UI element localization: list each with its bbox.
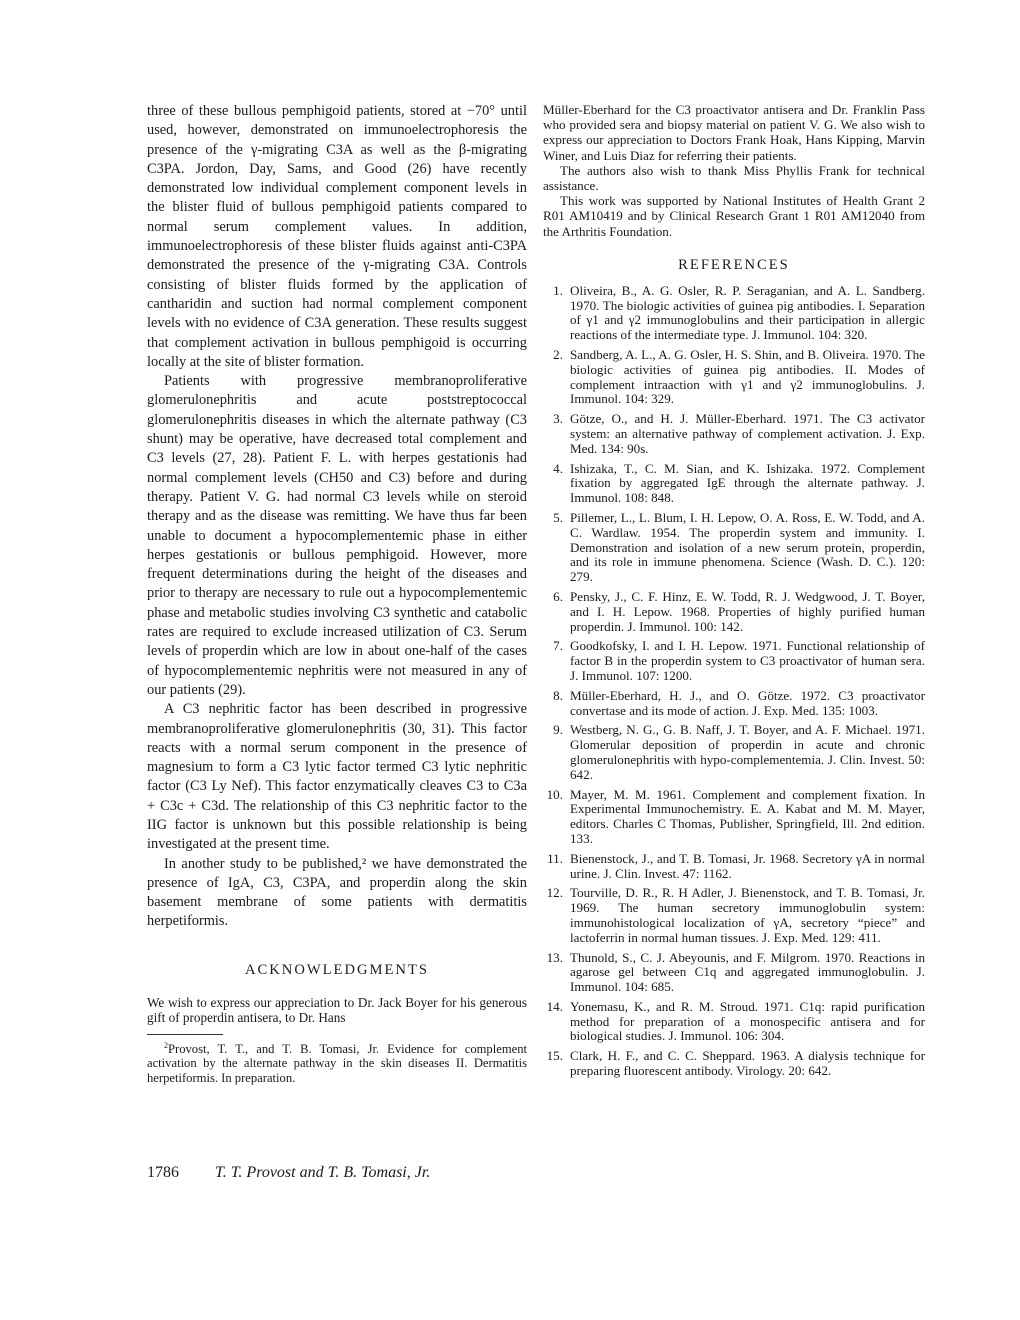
reference-text: Bienenstock, J., and T. B. Tomasi, Jr. 1968. Secretory γA in normal urine. J. Clin. Invest. 47: 1162. [570, 850, 925, 881]
reference-item [543, 1000, 925, 1044]
acknowledgments-paragraph: Müller-Eberhard for the C3 proactivator antisera and Dr. Franklin Pass who provided sera and biopsy material on patient V. G. We also wish to express our appreciation to Doctors Frank Hoak, Hans Kipping, Marvin Winer, and Luis Diaz for referring their patients. [543, 102, 925, 163]
reference-number: 4 . [543, 462, 563, 477]
reference-item [543, 951, 925, 995]
reference-number: 6 . [543, 590, 563, 605]
reference-text: Götze, O., and H. J. Müller-Eberhard. 1971. The C3 activator system: an alternative pathway of complement activation. J. Exp. Med. 134: 90s. [570, 411, 925, 456]
right-column [543, 102, 925, 1084]
body-paragraph: In another study to be published,² we have demonstrated the presence of IgA, C3, C3PA, and properdin along the skin basement membrane of some patients with dermatitis herpetiformis. [147, 855, 527, 930]
reference-number: 8 . [543, 689, 563, 704]
reference-number: 11 . [543, 852, 563, 867]
page-number: 1786 [147, 1164, 179, 1181]
reference-number: 9 . [543, 723, 563, 738]
reference-item [543, 462, 925, 506]
body-paragraph: three of these bullous pemphigoid patients, stored at −70° until used, however, demonstrated on immunoelectrophoresis the presence of the γ-migrating C3A as well as the β-migrating C3PA. Jordon, Day, Sams, and Good (26) have recently demonstrated low individual complement component levels in the blister fluid of bullous pemphigoid patients compared to normal serum complement values. In addition, immunoelectrophoresis of these blister fluids against anti-C3PA demonstrated the presence of the γ-migrating C3A. Controls consisting of blister fluids formed by the application of cantharidin and suction had normal complement component levels with no evidence of C3A generation. These results suggest that complement activation in bullous pemphigoid is occurring locally at the site of blister formation. [147, 103, 527, 370]
body-paragraph: Patients with progressive membranoproliferative glomerulonephritis and acute poststreptococcal glomerulonephritis diseases in which the alternate pathway (C3 shunt) may be operative, have decreased total complement and C3 levels (27, 28). Patient F. L. with herpes gestationis had normal complement levels (CH50 and C3) before and during therapy. Patient V. G. had normal C3 levels while on steroid therapy and as the disease was remitting. We have thus far been unable to document a hypocomplementemic phase in either herpes gestationis or bullous pemphigoid. However, more frequent determinations during the height of the diseases and prior to therapy are necessary to rule out a hypocomplementemic phase and metabolic studies involving C3 synthetic and catabolic rates are required to exclude increased utilization of C3. Serum levels of properdin which are low in about one-half of the cases of hypocomplementemic nephritis were not measured in any of our patients (29). [147, 373, 527, 698]
reference-text: Yonemasu, K., and R. M. Stroud. 1971. C1q: rapid purification method for preparation of a monospecific antisera and for biological studies. J. Immunol. 106: 304. [570, 998, 925, 1044]
reference-number: 3 . [543, 412, 563, 427]
reference-number: 14 . [543, 1000, 563, 1015]
footnote [147, 1034, 527, 1086]
references-heading: REFERENCES [678, 256, 790, 273]
reference-item [543, 886, 925, 945]
reference-item [543, 284, 925, 343]
reference-item [543, 412, 925, 456]
reference-item [543, 590, 925, 634]
reference-text: Müller-Eberhard, H. J., and O. Götze. 1972. C3 proactivator convertase and its mode of action. J. Exp. Med. 135: 1003. [570, 687, 925, 718]
reference-text: Ishizaka, T., C. M. Sian, and K. Ishizaka. 1972. Complement fixation by aggregated IgE through the alternate pathway. J. Immunol. 108: 848. [570, 460, 925, 506]
reference-number: 15 . [543, 1049, 563, 1064]
reference-number: 10 . [543, 788, 563, 803]
acknowledgments-paragraph: The authors also wish to thank Miss Phyllis Frank for technical assistance. [543, 162, 925, 194]
reference-item [543, 723, 925, 782]
references-list [543, 284, 925, 1079]
reference-item [543, 511, 925, 585]
reference-text: Sandberg, A. L., A. G. Osler, H. S. Shin, and B. Oliveira. 1970. The biologic activities of guinea pig antibodies. II. Modes of complement intraaction with γ1 and γ2 immunoglobulins. J. Immunol. 104: 329. [570, 347, 925, 407]
reference-text: Thunold, S., C. J. Abeyounis, and F. Milgrom. 1970. Reactions in agarose gel between C1q and aggregated immunoglobulin. J. Immunol. 104: 685. [570, 949, 925, 995]
page-footer [147, 1164, 430, 1182]
reference-text: Clark, H. F., and C. C. Sheppard. 1963. A dialysis technique for preparing fluorescent antibody. Virology. 20: 642. [570, 1048, 925, 1079]
body-paragraph: A C3 nephritic factor has been described in progressive membranoproliferative glomerulonephritis (30, 31). This factor reacts with a normal serum component in the presence of magnesium to form a C3 lytic factor termed C3 lytic nephritic factor (C3 Ly Nef). This factor enzymatically cleaves C3 to C3a + C3c + C3d. The relationship of this C3 nephritic factor to the IIG factor is unknown but this possible relationship is being investigated at the present time. [147, 701, 527, 853]
reference-number: 13 . [543, 951, 563, 966]
reference-text: Pensky, J., C. F. Hinz, E. W. Todd, R. J. Wedgwood, J. T. Boyer, and I. H. Lepow. 1968. Properties of highly purified human properdin. J. Immunol. 100: 142. [570, 588, 925, 634]
reference-number: 2 . [543, 348, 563, 363]
reference-number: 12 . [543, 886, 563, 901]
running-head: T. T. Provost and T. B. Tomasi, Jr. [215, 1164, 431, 1181]
reference-item [543, 788, 925, 847]
reference-text: Mayer, M. M. 1961. Complement and complement fixation. In Experimental Immunochemistry. E. A. Kabat and M. M. Mayer, editors. Charles C Thomas, Publisher, Springfield, Ill. 2nd edition. 133. [570, 786, 925, 846]
reference-item [543, 689, 925, 719]
reference-number: 1 . [543, 284, 563, 299]
reference-item [543, 639, 925, 683]
footnote-body: Provost, T. T., and T. B. Tomasi, Jr. Evidence for complement activation by the alternate pathway in the skin diseases II. Dermatitis herpetiformis. In preparation. [147, 1041, 527, 1085]
acknowledgments-paragraph: This work was supported by National Institutes of Health Grant 2 R01 AM10419 and by Clinical Research Grant 1 R01 AM12040 from the Arthritis Foundation. [543, 193, 925, 239]
reference-number: 5 . [543, 511, 563, 526]
acknowledgments-paragraph: We wish to express our appreciation to Dr. Jack Boyer for his generous gift of properdin antisera, to Dr. Hans [147, 994, 527, 1026]
acknowledgments-heading: ACKNOWLEDGMENTS [244, 961, 430, 978]
footnote-marker: 2 [164, 1040, 168, 1050]
reference-text: Oliveira, B., A. G. Osler, R. P. Seraganian, and A. L. Sandberg. 1970. The biologic activities of guinea pig antibodies. I. Separation of γ1 and γ2 immunoglobulins and their participation in allergic reactions of the intermediate type. J. Immunol. 104: 320. [570, 282, 925, 343]
reference-text: Goodkofsky, I. and I. H. Lepow. 1971. Functional relationship of factor B in the properdin system to C3 proactivator of human sera. J. Immunol. 107: 1200. [570, 638, 925, 683]
footnote-rule [147, 1034, 223, 1035]
left-column [147, 102, 527, 1086]
reference-text: Westberg, N. G., G. B. Naff, J. T. Boyer, and A. F. Michael. 1971. Glomerular deposition of properdin in acute and chronic glomerulonephritis with hypo-complementemia. J. Clin. Invest. 50: 642. [570, 722, 925, 782]
reference-item [543, 348, 925, 407]
reference-text: Tourville, D. R., R. H Adler, J. Bienenstock, and T. B. Tomasi, Jr. 1969. The human secretory immunoglobulin system: immunohistological localization of γA, secretory “piece” and lactoferrin in normal human tissues. J. Exp. Med. 129: 411. [570, 885, 925, 945]
reference-text: Pillemer, L., L. Blum, I. H. Lepow, O. A. Ross, E. W. Todd, and A. C. Wardlaw. 1954. The properdin system and immunity. I. Demonstration and isolation of a new serum protein, properdin, and its role in immune phenomena. Science (Wash. D. C.). 120: 279. [570, 509, 925, 585]
reference-item [543, 1049, 925, 1079]
reference-number: 7 . [543, 639, 563, 654]
footnote-text [147, 1039, 527, 1086]
reference-item [543, 852, 925, 882]
